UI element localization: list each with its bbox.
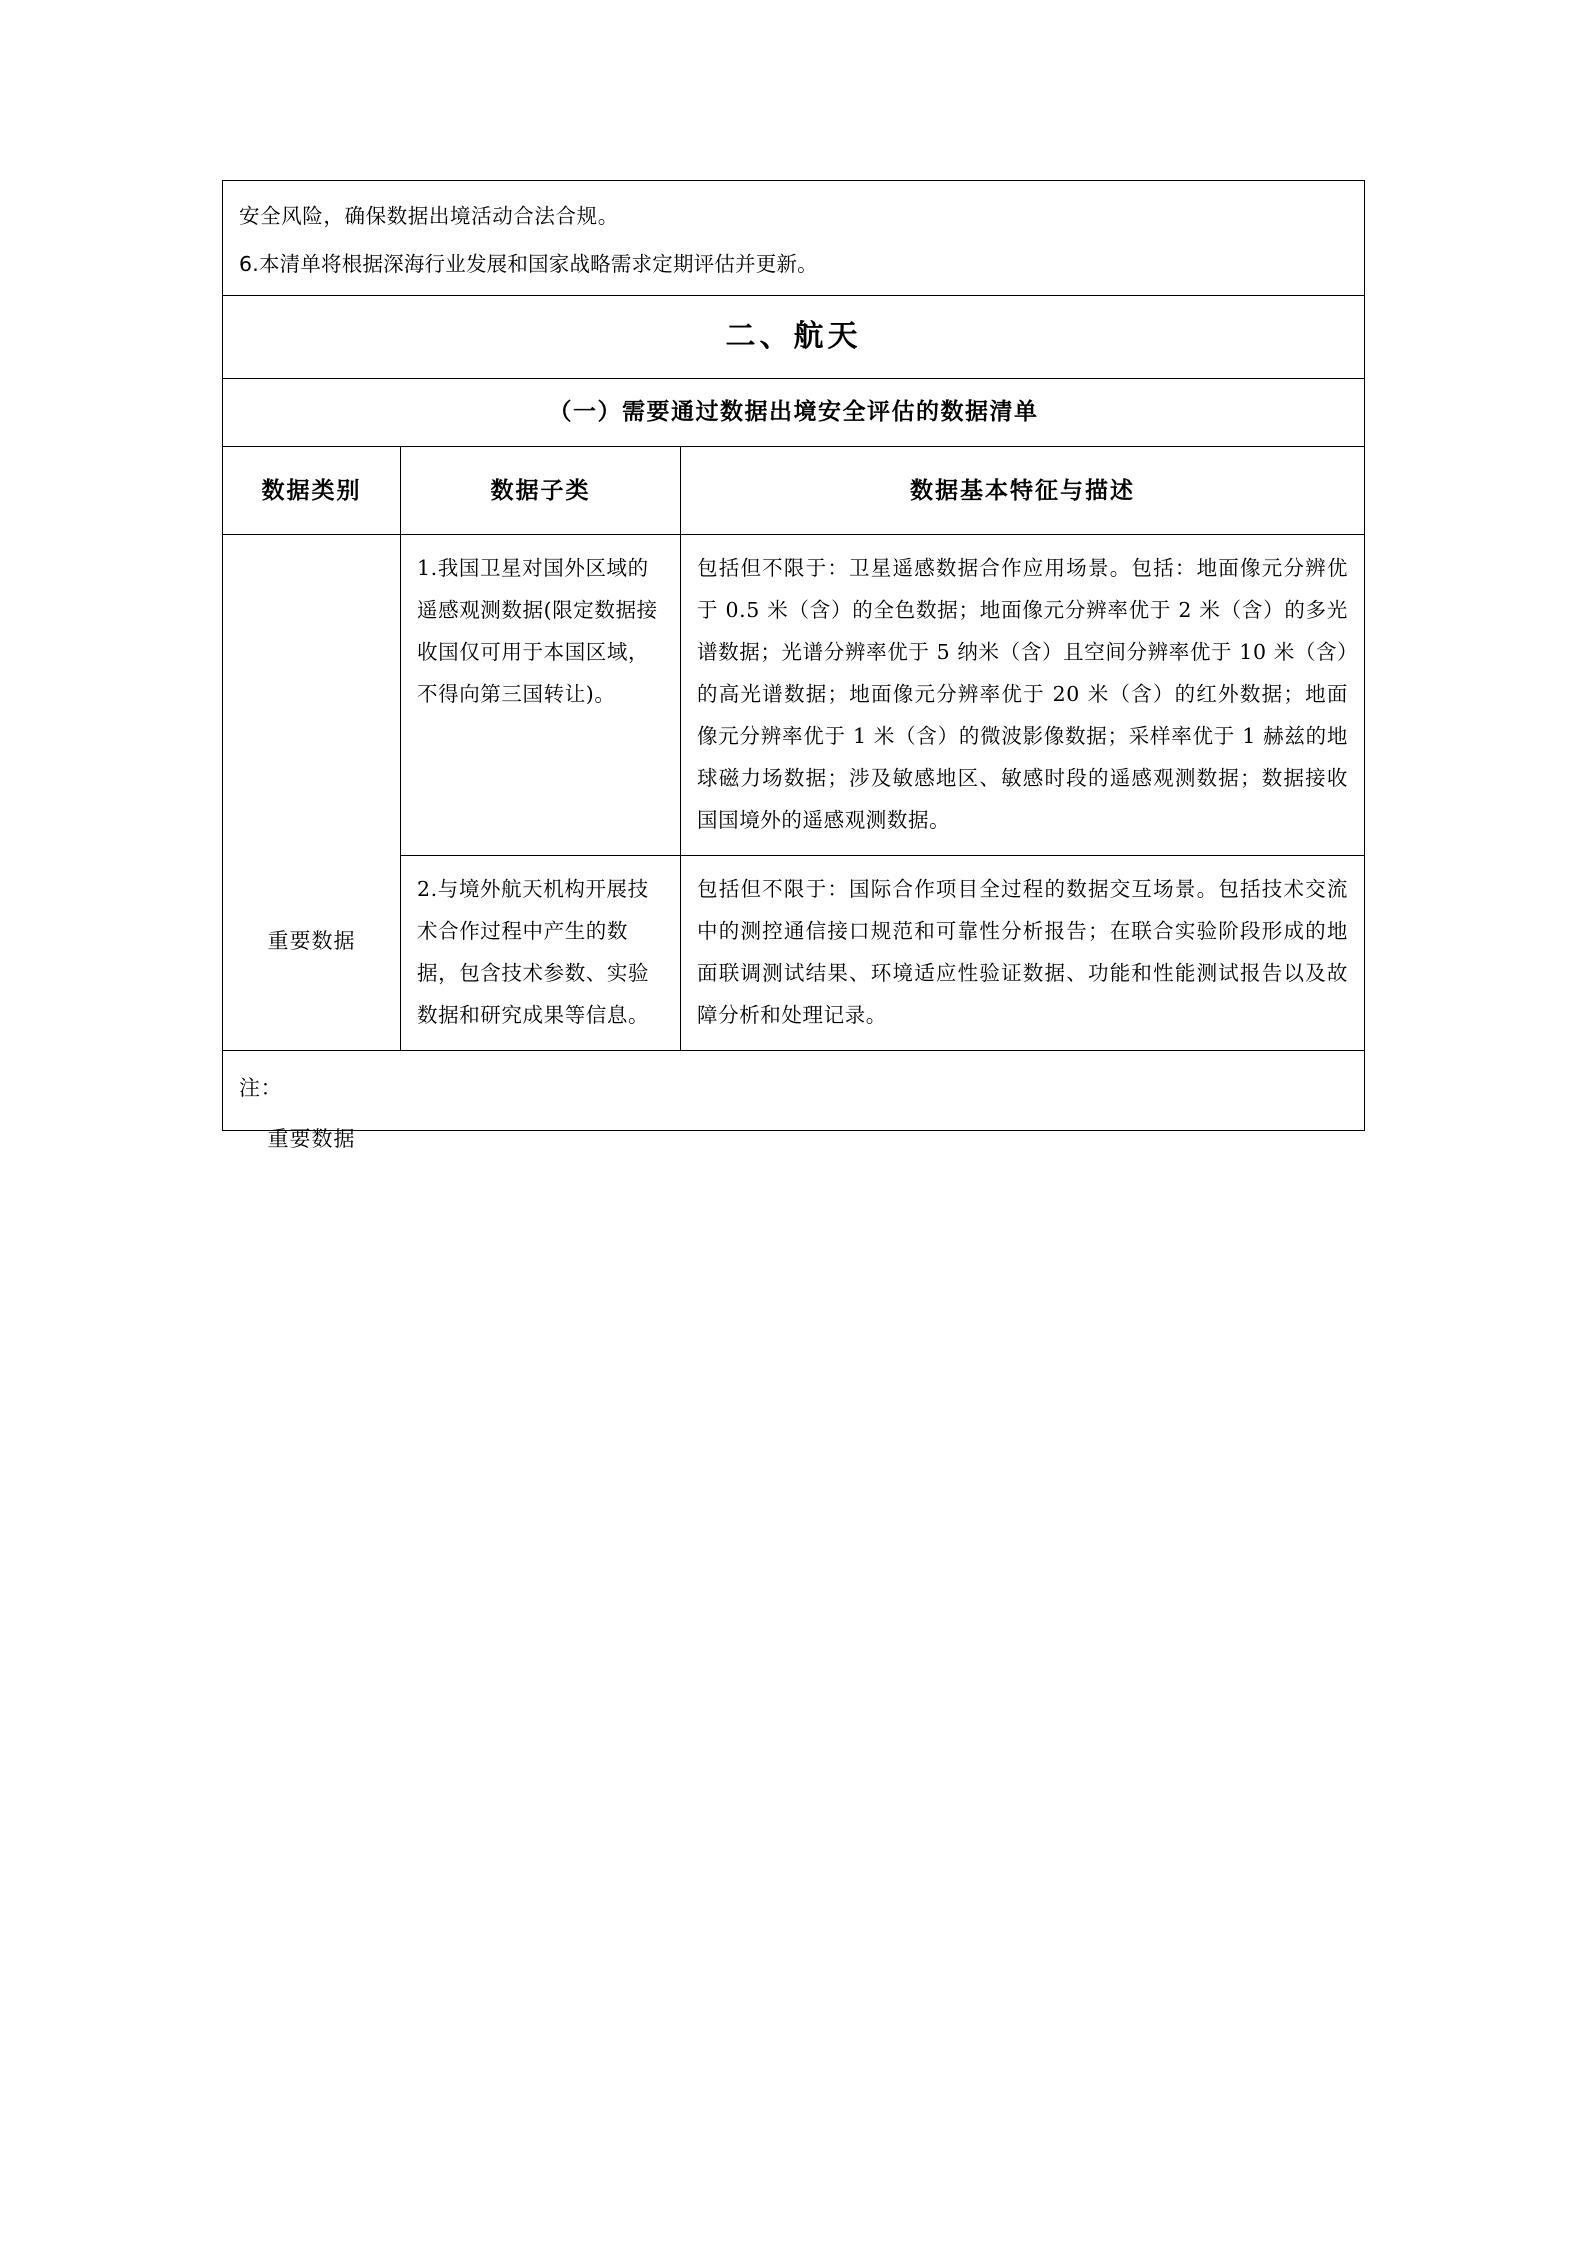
continued-sentence: 安全风险，确保数据出境活动合法合规。 [239,204,619,228]
category-label-top: 重要数据 [267,928,356,953]
subsection-title: （一）需要通过数据出境安全评估的数据清单 [223,379,1365,447]
table-row-section-title [223,296,1365,379]
data-catalog-table [222,180,1365,1151]
top-paragraph-cell [223,181,1365,296]
description-cell-2: 包括但不限于：国际合作项目全过程的数据交互场景。包括技术交流中的测控通信接口规范和可靠性分析报告；在联合实验阶段形成的地面联调测试结果、环境适应性验证数据、功能和性能测试报告以及故障分析和处理记录。 [681,855,1365,1050]
column-header-subtype: 数据子类 [401,446,681,534]
table-header-row [223,446,1365,534]
subtype-cell-1: 1.我国卫星对国外区域的遥感观测数据(限定数据接收国仅可用于本国区域，不得向第三国转让)。 [401,534,681,855]
table-row [223,534,1365,855]
table-row-top-paragraph [223,181,1365,296]
description-cell-1: 包括但不限于：卫星遥感数据合作应用场景。包括：地面像元分辨优于 0.5 米（含）的全色数据；地面像元分辨率优于 2 米（含）的多光谱数据；光谱分辨率优于 5 纳米（含）且空间分辨率优于 10 米（含）的高光谱数据；地面像元分辨率优于 20 米（含）的红外数据；地面像元分辨率优于 1 米（含）的微波影像数据；采样率优于 1 赫兹的地球磁力场数据；涉及敏感地区、敏感时段的遥感观测数据；数据接收国国境外的遥感观测数据。 [681,534,1365,855]
column-header-description: 数据基本特征与描述 [681,446,1365,534]
category-label-bottom: 重要数据 [267,1126,356,1151]
section-title: 二、航天 [223,296,1365,379]
table-row-subsection-title [223,379,1365,447]
subtype-cell-2: 2.与境外航天机构开展技术合作过程中产生的数据，包含技术参数、实验数据和研究成果等信息。 [401,855,681,1050]
list-item-6: 6.本清单将根据深海行业发展和国家战略需求定期评估并更新。 [239,252,818,277]
note-label: 注： [223,1050,1365,1130]
column-header-category: 数据类别 [223,446,401,534]
category-cell-important-data [223,534,401,1151]
